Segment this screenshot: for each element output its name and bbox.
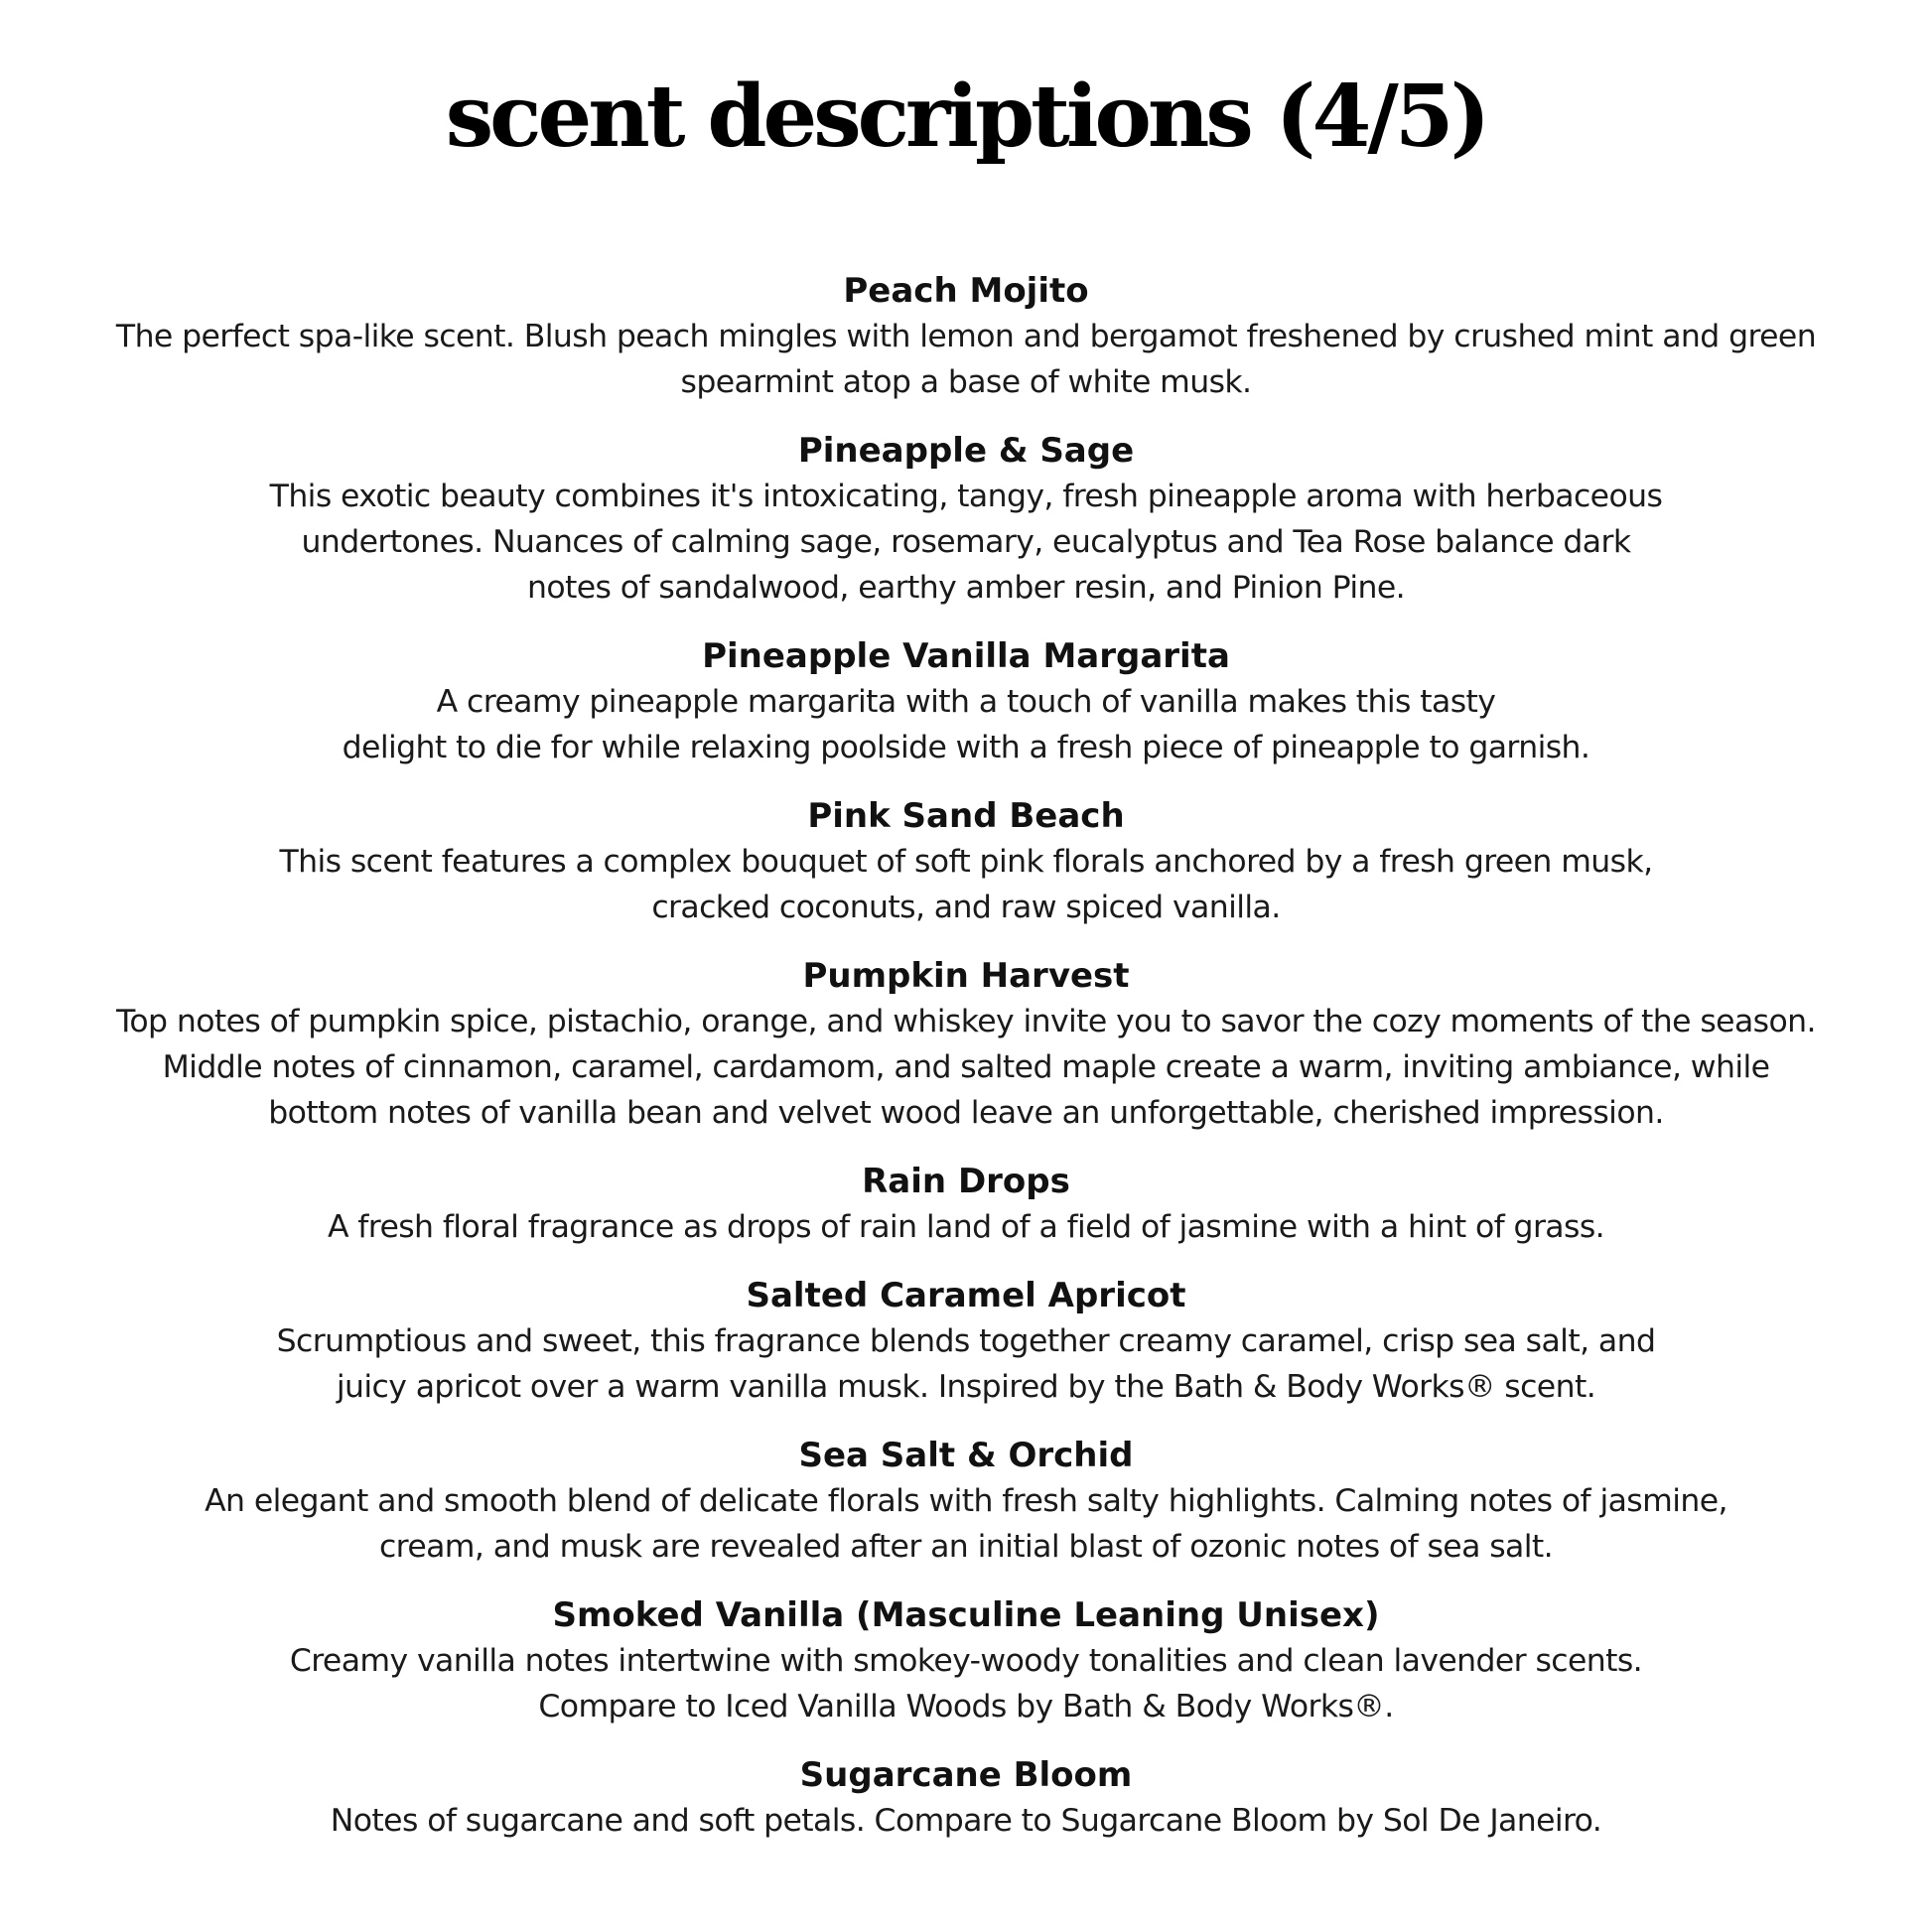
scent-item <box>0 1592 1932 1729</box>
scent-item <box>0 633 1932 770</box>
scent-name: Peach Mojito <box>843 271 1089 312</box>
scent-item <box>0 268 1932 405</box>
scent-description-line: A fresh floral fragrance as drops of rain land of a field of jasmine with a hint of grass. <box>327 1209 1605 1246</box>
scent-name: Sea Salt & Orchid <box>798 1436 1134 1476</box>
scent-description-line: delight to die for while relaxing poolside with a fresh piece of pineapple to garnish. <box>342 730 1590 766</box>
scent-description-line: The perfect spa-like scent. Blush peach mingles with lemon and bergamot freshened by crushed mint and green <box>115 319 1817 355</box>
scent-list <box>0 268 1932 1844</box>
scent-description-line: spearmint atop a base of white musk. <box>680 364 1252 401</box>
scent-item <box>0 953 1932 1136</box>
scent-name: Salted Caramel Apricot <box>746 1276 1186 1316</box>
scent-description-line: cream, and musk are revealed after an initial blast of ozonic notes of sea salt. <box>378 1529 1554 1566</box>
scent-description-line: undertones. Nuances of calming sage, rosemary, eucalyptus and Tea Rose balance dark <box>301 524 1631 561</box>
scent-description-line: Scrumptious and sweet, this fragrance blends together creamy caramel, crisp sea salt, and <box>276 1323 1656 1360</box>
scent-item <box>0 1273 1932 1410</box>
scent-description-line: This scent features a complex bouquet of soft pink florals anchored by a fresh green musk, <box>279 844 1653 881</box>
scent-description-line: juicy apricot over a warm vanilla musk. Inspired by the Bath & Body Works® scent. <box>336 1369 1596 1406</box>
scent-description-line: Creamy vanilla notes intertwine with smokey-woody tonalities and clean lavender scents. <box>289 1643 1643 1680</box>
scent-description-line: Notes of sugarcane and soft petals. Compare to Sugarcane Bloom by Sol De Janeiro. <box>330 1803 1602 1840</box>
scent-name: Rain Drops <box>862 1162 1070 1202</box>
scent-item <box>0 1752 1932 1844</box>
scent-description-line: cracked coconuts, and raw spiced vanilla. <box>651 890 1281 926</box>
scent-description-line: An elegant and smooth blend of delicate florals with fresh salty highlights. Calming notes of jasmine, <box>205 1483 1727 1520</box>
scent-item <box>0 1433 1932 1570</box>
scent-description-line: This exotic beauty combines it's intoxicating, tangy, fresh pineapple aroma with herbaceous <box>269 479 1663 515</box>
scent-item <box>0 793 1932 930</box>
scent-description-line: notes of sandalwood, earthy amber resin, and Pinion Pine. <box>526 570 1406 607</box>
scent-name: Sugarcane Bloom <box>799 1755 1133 1796</box>
scent-description-line: bottom notes of vanilla bean and velvet wood leave an unforgettable, cherished impression. <box>268 1095 1664 1132</box>
scent-name: Pink Sand Beach <box>807 796 1125 837</box>
scent-name: Pineapple & Sage <box>797 431 1135 472</box>
scent-name: Smoked Vanilla (Masculine Leaning Unisex) <box>552 1595 1380 1636</box>
scent-item <box>0 428 1932 611</box>
scent-name: Pumpkin Harvest <box>802 956 1130 997</box>
scent-name: Pineapple Vanilla Margarita <box>702 636 1230 677</box>
scent-description-line: A creamy pineapple margarita with a touch of vanilla makes this tasty <box>436 684 1496 721</box>
scent-description-line: Compare to Iced Vanilla Woods by Bath & Body Works®. <box>538 1689 1394 1725</box>
scent-description-line: Top notes of pumpkin spice, pistachio, orange, and whiskey invite you to savor the cozy moments of the season. <box>116 1004 1816 1040</box>
page-title: scent descriptions (4/5) <box>445 67 1487 167</box>
scent-description-line: Middle notes of cinnamon, caramel, cardamom, and salted maple create a warm, inviting ambiance, while <box>162 1049 1770 1086</box>
scent-item <box>0 1159 1932 1250</box>
